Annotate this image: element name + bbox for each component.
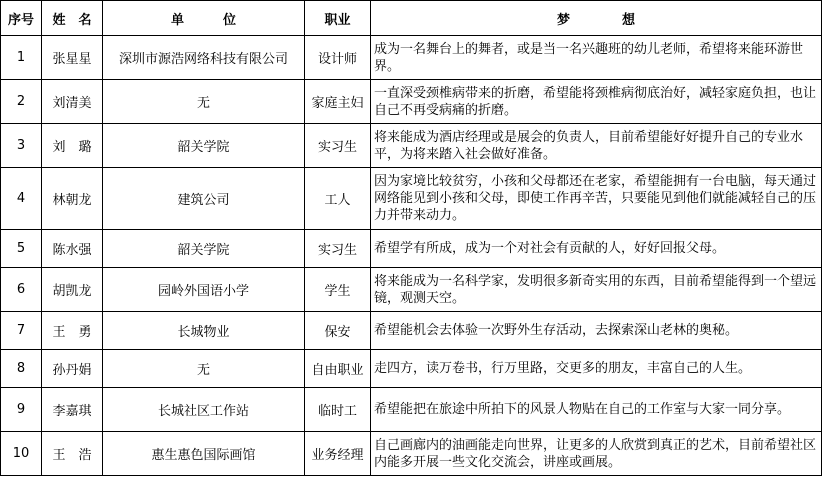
header-row <box>1 1 822 36</box>
cell-job: 设计师 <box>305 36 371 80</box>
cell-no: 9 <box>1 388 42 432</box>
cell-unit: 园岭外国语小学 <box>103 268 305 312</box>
table-row <box>1 312 822 350</box>
cell-name: 刘清美 <box>42 80 103 124</box>
cell-name: 王 勇 <box>42 312 103 350</box>
cell-no: 6 <box>1 268 42 312</box>
table-row <box>1 230 822 268</box>
cell-dream: 因为家境比较贫穷，小孩和父母都还在老家，希望能拥有一台电脑，每天通过网络能见到小孩和父母，即使工作再辛苦，只要能见到他们就能减轻自己的压力并带来动力。 <box>371 168 822 230</box>
table-row <box>1 388 822 432</box>
cell-dream: 希望学有所成，成为一个对社会有贡献的人，好好回报父母。 <box>371 230 822 268</box>
cell-name: 孙丹娟 <box>42 350 103 388</box>
cell-no: 4 <box>1 168 42 230</box>
cell-unit: 无 <box>103 350 305 388</box>
cell-unit: 长城物业 <box>103 312 305 350</box>
cell-name: 王 浩 <box>42 432 103 476</box>
cell-unit: 韶关学院 <box>103 230 305 268</box>
cell-no: 2 <box>1 80 42 124</box>
table-row <box>1 124 822 168</box>
table-row <box>1 350 822 388</box>
cell-name: 刘 璐 <box>42 124 103 168</box>
cell-no: 8 <box>1 350 42 388</box>
cell-no: 1 <box>1 36 42 80</box>
cell-name: 胡凯龙 <box>42 268 103 312</box>
table-row <box>1 268 822 312</box>
header-name: 姓 名 <box>42 1 103 36</box>
cell-name: 张星星 <box>42 36 103 80</box>
cell-job: 实习生 <box>305 230 371 268</box>
cell-unit: 无 <box>103 80 305 124</box>
cell-unit: 韶关学院 <box>103 124 305 168</box>
cell-job: 保安 <box>305 312 371 350</box>
table-row <box>1 432 822 476</box>
table-row <box>1 80 822 124</box>
cell-job: 家庭主妇 <box>305 80 371 124</box>
cell-job: 自由职业 <box>305 350 371 388</box>
cell-name: 林朝龙 <box>42 168 103 230</box>
header-dream: 梦 想 <box>371 1 822 36</box>
cell-no: 3 <box>1 124 42 168</box>
cell-job: 业务经理 <box>305 432 371 476</box>
cell-dream: 希望能机会去体验一次野外生存活动，去探索深山老林的奥秘。 <box>371 312 822 350</box>
cell-dream: 将来能成为酒店经理或是展会的负责人，目前希望能好好提升自己的专业水平，为将来踏入社会做好准备。 <box>371 124 822 168</box>
header-no: 序号 <box>1 1 42 36</box>
cell-job: 工人 <box>305 168 371 230</box>
cell-dream: 成为一名舞台上的舞者，或是当一名兴趣班的幼儿老师，希望将来能环游世界。 <box>371 36 822 80</box>
cell-dream: 走四方，读万卷书，行万里路，交更多的朋友，丰富自己的人生。 <box>371 350 822 388</box>
cell-job: 临时工 <box>305 388 371 432</box>
cell-no: 7 <box>1 312 42 350</box>
cell-dream: 将来能成为一名科学家，发明很多新奇实用的东西，目前希望能得到一个望远镜，观测天空。 <box>371 268 822 312</box>
cell-dream: 一直深受颈椎病带来的折磨，希望能将颈椎病彻底治好，减轻家庭负担，也让自己不再受病痛的折磨。 <box>371 80 822 124</box>
cell-job: 学生 <box>305 268 371 312</box>
cell-job: 实习生 <box>305 124 371 168</box>
cell-unit: 深圳市源浩网络科技有限公司 <box>103 36 305 80</box>
cell-no: 10 <box>1 432 42 476</box>
cell-name: 李嘉琪 <box>42 388 103 432</box>
table-row <box>1 168 822 230</box>
cell-dream: 自己画廊内的油画能走向世界，让更多的人欣赏到真正的艺术，目前希望社区内能多开展一些文化交流会，讲座或画展。 <box>371 432 822 476</box>
cell-no: 5 <box>1 230 42 268</box>
cell-dream: 希望能把在旅途中所拍下的风景人物贴在自己的工作室与大家一同分享。 <box>371 388 822 432</box>
cell-unit: 长城社区工作站 <box>103 388 305 432</box>
cell-unit: 惠生惠色国际画馆 <box>103 432 305 476</box>
cell-unit: 建筑公司 <box>103 168 305 230</box>
table-row <box>1 36 822 80</box>
header-unit: 单 位 <box>103 1 305 36</box>
cell-name: 陈水强 <box>42 230 103 268</box>
header-job: 职业 <box>305 1 371 36</box>
